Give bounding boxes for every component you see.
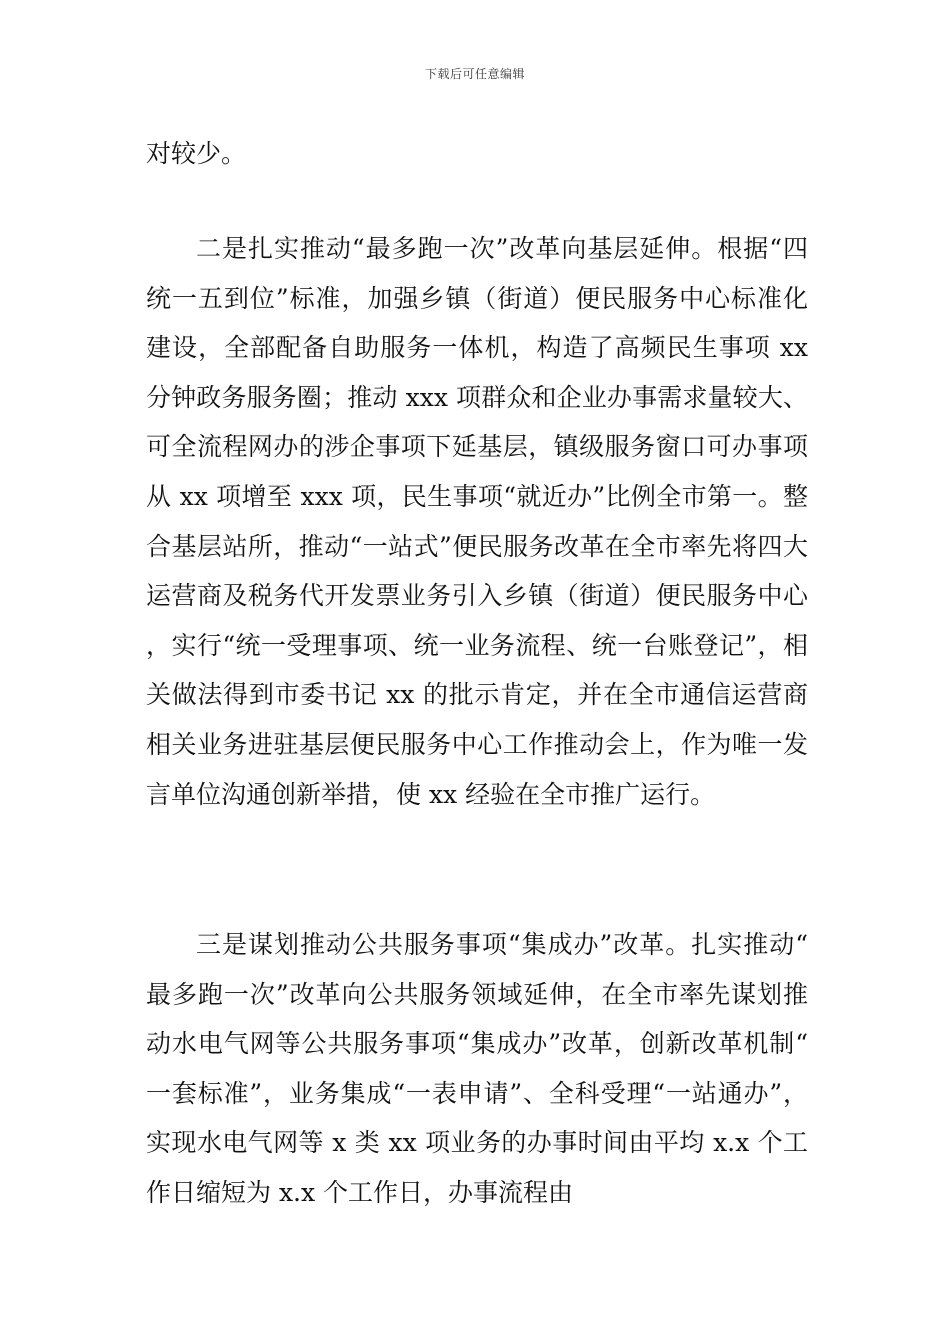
paragraph-grassroots-extension: 二是扎实推动“最多跑一次”改革向基层延伸。根据“四统一五到位”标准，加强乡镇（街道）便民服务中心标准化建设，全部配备自助服务一体机，构造了高频民生事项 xx 分钟政务服务圈；推动 xxx 项群众和企业办事需求量较大、可全流程网办的涉企事项下延基层，镇级服务窗口可办事项从 xx 项增至 xxx 项，民生事项“就近办”比例全市第一。整合基层站所，推动“一站式”便民服务改革在全市率先将四大运营商及税务代开发票业务引入乡镇（街道）便民服务中心，实行“统一受理事项、统一业务流程、统一台账登记”，相关做法得到市委书记 xx 的批示肯定，并在全市通信运营商相关业务进驻基层便民服务中心工作推动会上，作为唯一发言单位沟通创新举措，使 xx 经验在全市推广运行。	[146, 234, 808, 809]
paragraph-integrated-service: 三是谋划推动公共服务事项“集成办”改革。扎实推动“最多跑一次”改革向公共服务领域延伸，在全市率先谋划推动水电气网等公共服务事项“集成办”改革，创新改革机制“一套标准”，业务集成“一表申请”、全科受理“一站通办”，实现水电气网等 x 类 xx 项业务的办事时间由平均 x.x 个工作日缩短为 x.x 个工作日，办事流程由	[146, 930, 808, 1207]
page-header: 下载后可任意编辑	[424, 67, 525, 81]
paragraph-continuation: 对较少。	[146, 139, 247, 168]
